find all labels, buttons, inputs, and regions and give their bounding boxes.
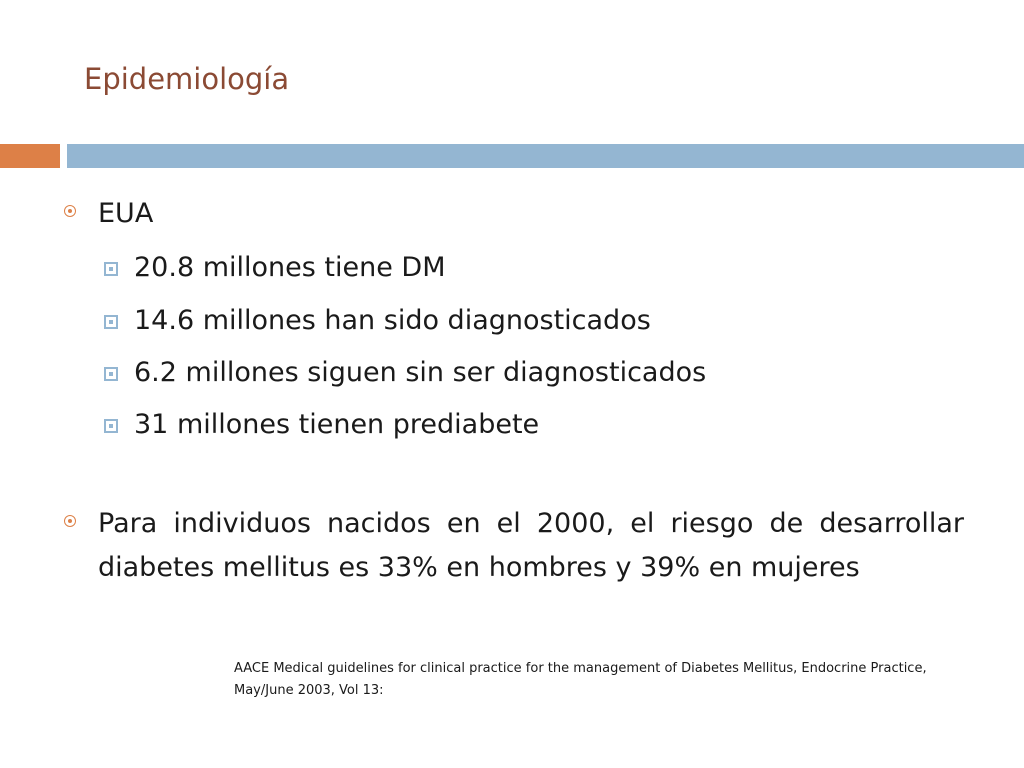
circle-bullet-icon: [64, 515, 76, 527]
bullet-text: EUA: [98, 198, 154, 229]
accent-bar-orange: [0, 144, 60, 168]
bullet-item-risk: [64, 502, 964, 590]
sub-bullet-item: [104, 301, 651, 341]
slide-title: Epidemiología: [84, 62, 290, 96]
bullet-item-eua: [64, 192, 964, 236]
reference-note: AACE Medical guidelines for clinical practice for the management of Diabetes Mellitus, Endocrine Practice, May/June 2003, Vol 13:: [234, 661, 927, 698]
sub-bullet-text: 14.6 millones han sido diagnosticados: [134, 305, 651, 336]
square-bullet-icon: [104, 262, 118, 276]
square-bullet-icon: [104, 419, 118, 433]
square-bullet-icon: [104, 315, 118, 329]
accent-bar-blue: [67, 144, 1024, 168]
circle-bullet-icon: [64, 205, 76, 217]
square-bullet-icon: [104, 367, 118, 381]
sub-bullet-item: [104, 405, 539, 445]
bullet-text: Para individuos nacidos en el 2000, el riesgo de desarrollar diabetes mellitus es 33% en hombres y 39% en mujeres: [98, 508, 964, 583]
sub-bullet-item: [104, 248, 446, 288]
sub-bullet-text: 31 millones tienen prediabete: [134, 409, 540, 440]
sub-bullet-item: [104, 353, 706, 393]
sub-bullet-text: 20.8 millones tiene DM: [134, 252, 446, 283]
sub-bullet-text: 6.2 millones siguen sin ser diagnosticados: [134, 357, 707, 388]
